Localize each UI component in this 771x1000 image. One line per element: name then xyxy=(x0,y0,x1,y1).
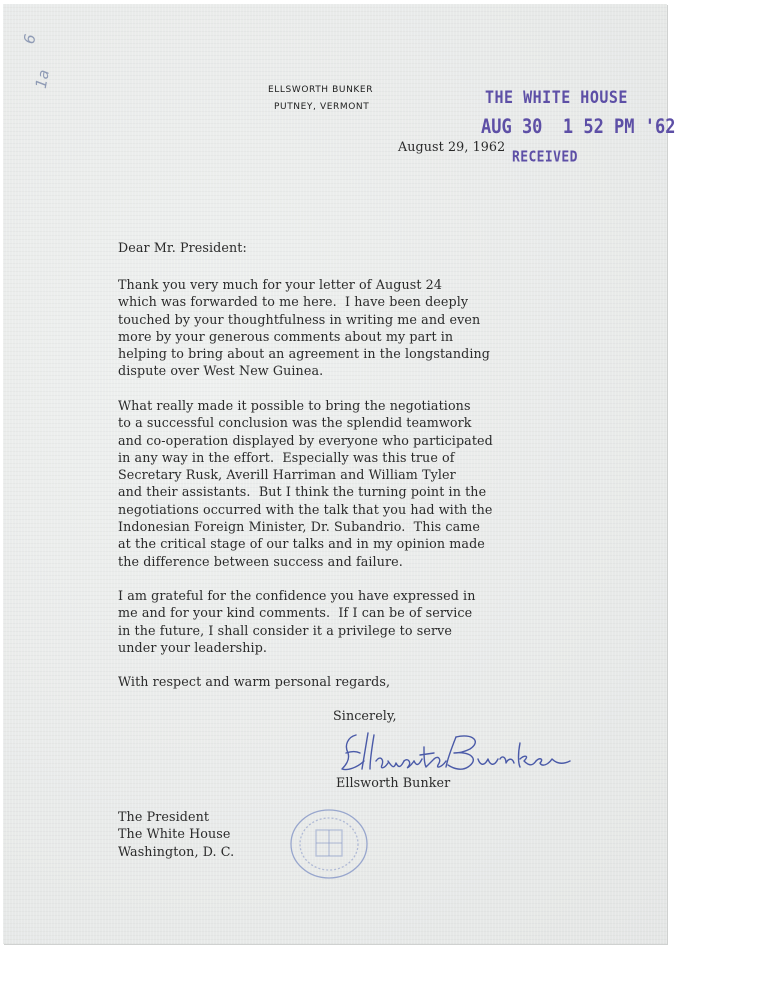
letterhead-location: PUTNEY, VERMONT xyxy=(274,102,370,112)
received-stamp-datetime: AUG 30 1 52 PM '62 xyxy=(481,115,676,139)
received-stamp-title: THE WHITE HOUSE xyxy=(485,86,628,108)
pencil-annotation: 1a xyxy=(31,68,53,90)
body-paragraph: I am grateful for the confidence you have expressed in me and for your kind comments. If I can be of service in the future, I shall consider it a privilege to serve under your leadership. xyxy=(118,588,476,655)
signer-name: Ellsworth Bunker xyxy=(336,775,451,790)
regards-line: With respect and warm personal regards, xyxy=(118,674,391,689)
body-paragraph: Thank you very much for your letter of August 24 which was forwarded to me here. I have been deeply touched by your thoughtfulness in writing me and even more by your generous comments about my part in helping to bring about an agreement in the longstanding dispute over West New Guinea. xyxy=(118,277,490,379)
letterhead-name: ELLSWORTH BUNKER xyxy=(268,85,374,95)
received-stamp-label: RECEIVED xyxy=(512,148,578,167)
recipient-address: The President The White House Washington, D. C. xyxy=(118,809,235,859)
letter-date: August 29, 1962 xyxy=(398,139,506,154)
body-paragraph: What really made it possible to bring the negotiations to a successful conclusion was the splendid teamwork and co-operation displayed by everyone who participated in any way in the effort. Especially was this true of Secretary Rusk, Averill Harriman and William Tyler and their assistants. But I think the turning point in the negotiations occurred with the talk that you had with the Indonesian Foreign Minister, Dr. Subandrio. This came at the critical stage of our talks and in my opinion made the difference between success and failure. xyxy=(118,398,493,569)
salutation: Dear Mr. President: xyxy=(118,240,247,255)
closing: Sincerely, xyxy=(333,708,397,723)
letterhead xyxy=(268,82,408,116)
pencil-annotation: 6 xyxy=(20,32,40,46)
embossed-seal xyxy=(286,806,372,882)
